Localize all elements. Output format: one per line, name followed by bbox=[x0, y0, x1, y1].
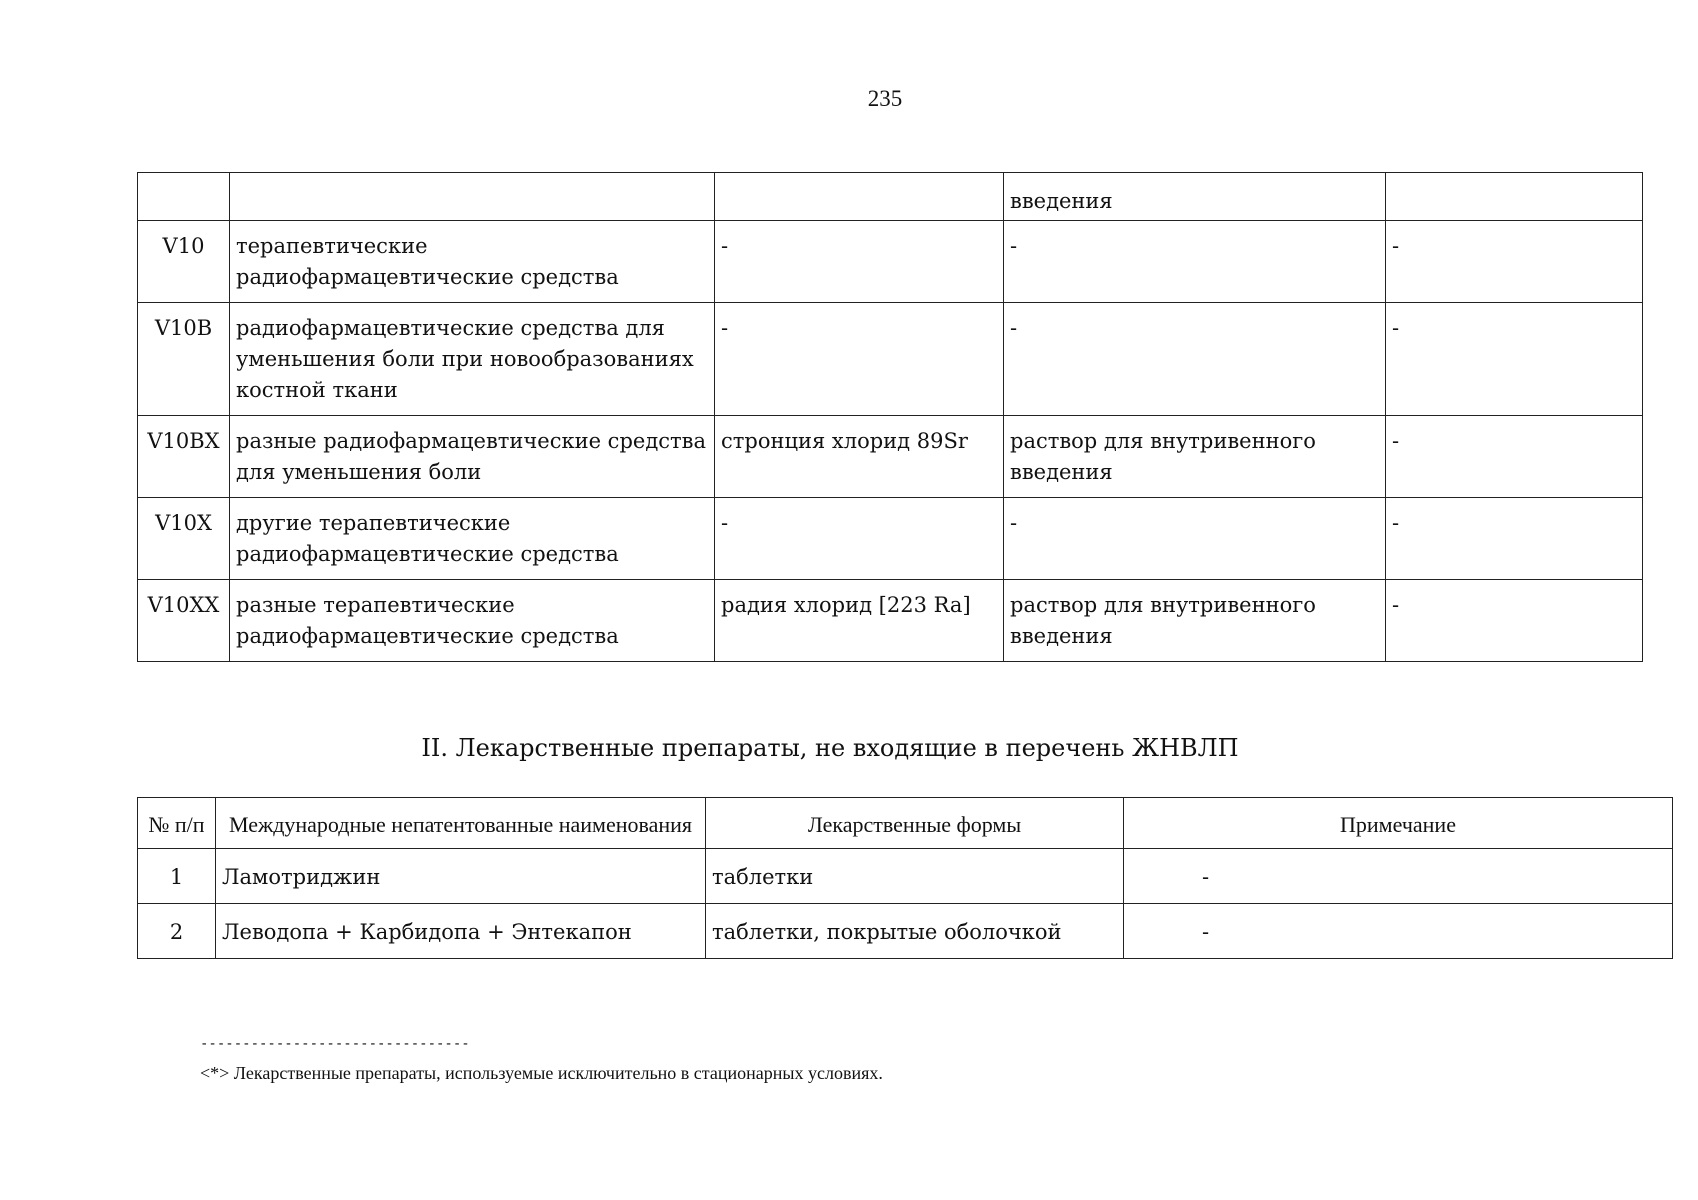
atc-group: радиофармацевтические средства для уменьшения боли при новообразованиях костной ткани bbox=[230, 303, 715, 416]
note-cell: - bbox=[1386, 498, 1643, 580]
dosage-form-cell: введения bbox=[1004, 173, 1386, 221]
note-cell: - bbox=[1386, 580, 1643, 662]
inn-cell: Ламотриджин bbox=[216, 849, 706, 904]
table-row bbox=[138, 580, 1643, 662]
inn-cell: - bbox=[715, 303, 1004, 416]
note-cell: - bbox=[1386, 416, 1643, 498]
table-row bbox=[138, 221, 1643, 303]
dosage-form-cell: таблетки, покрытые оболочкой bbox=[706, 904, 1124, 959]
note-cell: - bbox=[1124, 849, 1673, 904]
inn-cell bbox=[715, 173, 1004, 221]
atc-group bbox=[230, 173, 715, 221]
inn-cell: - bbox=[715, 221, 1004, 303]
row-number: 1 bbox=[138, 849, 216, 904]
dosage-form-cell: - bbox=[1004, 303, 1386, 416]
dosage-form-cell: раствор для внутривенного введения bbox=[1004, 580, 1386, 662]
table-row bbox=[138, 904, 1673, 959]
note-cell: - bbox=[1386, 303, 1643, 416]
atc-code: V10 bbox=[138, 221, 230, 303]
dosage-form-cell: - bbox=[1004, 498, 1386, 580]
atc-code: V10XX bbox=[138, 580, 230, 662]
inn-cell: радия хлорид [223 Ra] bbox=[715, 580, 1004, 662]
atc-code: V10X bbox=[138, 498, 230, 580]
dosage-form-cell: раствор для внутривенного введения bbox=[1004, 416, 1386, 498]
column-header-inn: Международные непатентованные наименования bbox=[216, 798, 706, 849]
atc-code: V10BX bbox=[138, 416, 230, 498]
section-title: II. Лекарственные препараты, не входящие в перечень ЖНВЛП bbox=[421, 734, 1239, 762]
atc-group: терапевтические радиофармацевтические средства bbox=[230, 221, 715, 303]
page-number: 235 bbox=[867, 86, 903, 111]
table-row bbox=[138, 849, 1673, 904]
non-vital-drugs-table bbox=[137, 797, 1673, 959]
atc-code: V10B bbox=[138, 303, 230, 416]
table-row bbox=[138, 416, 1643, 498]
atc-table-continued bbox=[137, 172, 1643, 662]
table-row bbox=[138, 173, 1643, 221]
inn-cell: стронция хлорид 89Sr bbox=[715, 416, 1004, 498]
atc-group: разные терапевтические радиофармацевтические средства bbox=[230, 580, 715, 662]
atc-group: разные радиофармацевтические средства для уменьшения боли bbox=[230, 416, 715, 498]
note-cell: - bbox=[1124, 904, 1673, 959]
note-cell bbox=[1386, 173, 1643, 221]
table-row bbox=[138, 498, 1643, 580]
footnote: <*> Лекарственные препараты, используемые исключительно в стационарных условиях. bbox=[200, 1063, 883, 1083]
dosage-form-cell: - bbox=[1004, 221, 1386, 303]
dosage-form-cell: таблетки bbox=[706, 849, 1124, 904]
atc-group: другие терапевтические радиофармацевтические средства bbox=[230, 498, 715, 580]
inn-cell: Леводопа + Карбидопа + Энтекапон bbox=[216, 904, 706, 959]
column-header-dosage-form: Лекарственные формы bbox=[706, 798, 1124, 849]
atc-code bbox=[138, 173, 230, 221]
column-header-number: № п/п bbox=[138, 798, 216, 849]
footnote-separator: -------------------------------- bbox=[200, 1036, 470, 1052]
table-header-row bbox=[138, 798, 1673, 849]
table-row bbox=[138, 303, 1643, 416]
column-header-note: Примечание bbox=[1124, 798, 1673, 849]
inn-cell: - bbox=[715, 498, 1004, 580]
note-cell: - bbox=[1386, 221, 1643, 303]
row-number: 2 bbox=[138, 904, 216, 959]
